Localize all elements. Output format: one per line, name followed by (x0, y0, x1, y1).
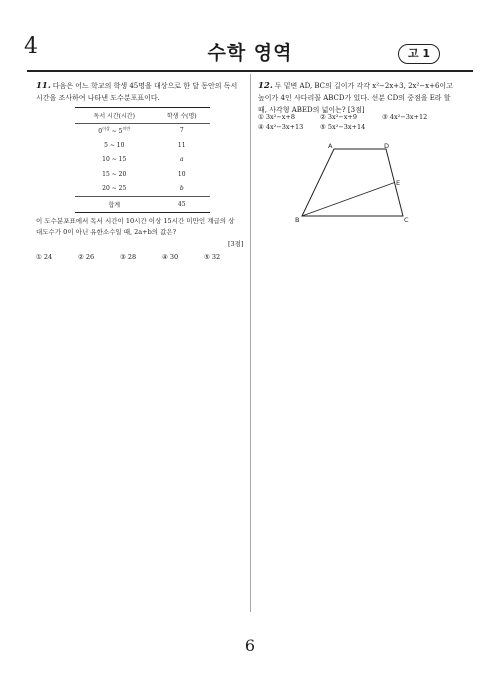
table-row (75, 123, 210, 138)
frequency-table (75, 107, 210, 213)
grade-badge: 고 1 (398, 44, 440, 64)
choice-2[interactable]: ② 3x²−x+9 (320, 113, 357, 121)
label-b: B (295, 216, 300, 224)
label-a: A (328, 142, 333, 150)
question-11-number: 11. (36, 81, 51, 91)
label-d: D (384, 142, 390, 150)
table-row (75, 167, 210, 182)
table-total-label: 합계 (75, 197, 153, 213)
table-header-count: 학생 수(명) (153, 108, 210, 124)
table-total-value: 45 (153, 197, 210, 213)
question-12-number: 12. (258, 81, 273, 91)
question-11-body: 이 도수분포표에서 독서 시간이 10시간 이상 15시간 미만인 계급의 상대도수가 0이 아닌 유한소수일 때, 2a+b의 값은? (36, 217, 235, 236)
trapezoid-figure (290, 140, 420, 230)
question-11-points: [3점] (228, 240, 244, 248)
question-12-text: 두 밑변 AD, BC의 길이가 각각 x²−2x+3, 2x²−x+6이고 높이가 4인 사다리꼴 ABCD가 있다. 선분 CD의 중점을 E라 할 때, 사각형 ABED의 넓이는? [3점] (258, 82, 453, 114)
subject-title: 수학 영역 (207, 42, 293, 64)
question-11-choices (36, 252, 246, 262)
question-12-choices (258, 112, 458, 132)
trapezoid-abcd (302, 149, 403, 216)
table-row (75, 153, 210, 168)
choice-1[interactable]: ① 3x²−x+8 (258, 113, 295, 121)
choice-5[interactable]: ⑤ 5x²−3x+14 (320, 123, 366, 131)
table-cell-range: 5 ~ 10 (104, 141, 125, 149)
header-page-number: 4 (24, 34, 38, 59)
column-divider (250, 74, 251, 612)
choice-2[interactable]: ② 26 (78, 253, 95, 261)
choice-4[interactable]: ④ 4x²−3x+13 (258, 123, 304, 131)
choice-4[interactable]: ④ 30 (162, 253, 179, 261)
footer-page-number: 6 (244, 636, 256, 655)
table-total-row (75, 197, 210, 213)
label-c: C (404, 216, 409, 224)
question-12-prompt (258, 80, 453, 116)
table-header-time: 독서 시간(시간) (75, 108, 153, 124)
table-row (75, 182, 210, 197)
table-cell-range: 10 ~ 15 (102, 156, 127, 164)
label-e: E (396, 179, 401, 187)
header-rule (27, 70, 473, 72)
question-11-prompt (36, 80, 241, 104)
choice-5[interactable]: ⑤ 32 (204, 253, 221, 261)
table-cell-count: 10 (177, 170, 186, 178)
choice-1[interactable]: ① 24 (36, 253, 53, 261)
table-cell-count: b (179, 185, 184, 193)
table-row (75, 138, 210, 153)
choice-3[interactable]: ③ 28 (120, 253, 137, 261)
table-cell-range: 20 ~ 25 (102, 185, 127, 193)
table-cell-range: 15 ~ 20 (102, 170, 127, 178)
table-cell-range: $0^{이상}$ ~ $5^{미만}$ (98, 126, 131, 136)
table-cell-count: 11 (177, 141, 186, 149)
table-cell-count: a (179, 156, 184, 164)
choice-3[interactable]: ③ 4x²−3x+12 (382, 113, 428, 121)
table-cell-count: 7 (179, 127, 184, 135)
question-11-text: 다음은 어느 학교의 학생 45명을 대상으로 한 달 동안의 독서 시간을 조사하여 나타낸 도수분포표이다. (36, 82, 238, 102)
